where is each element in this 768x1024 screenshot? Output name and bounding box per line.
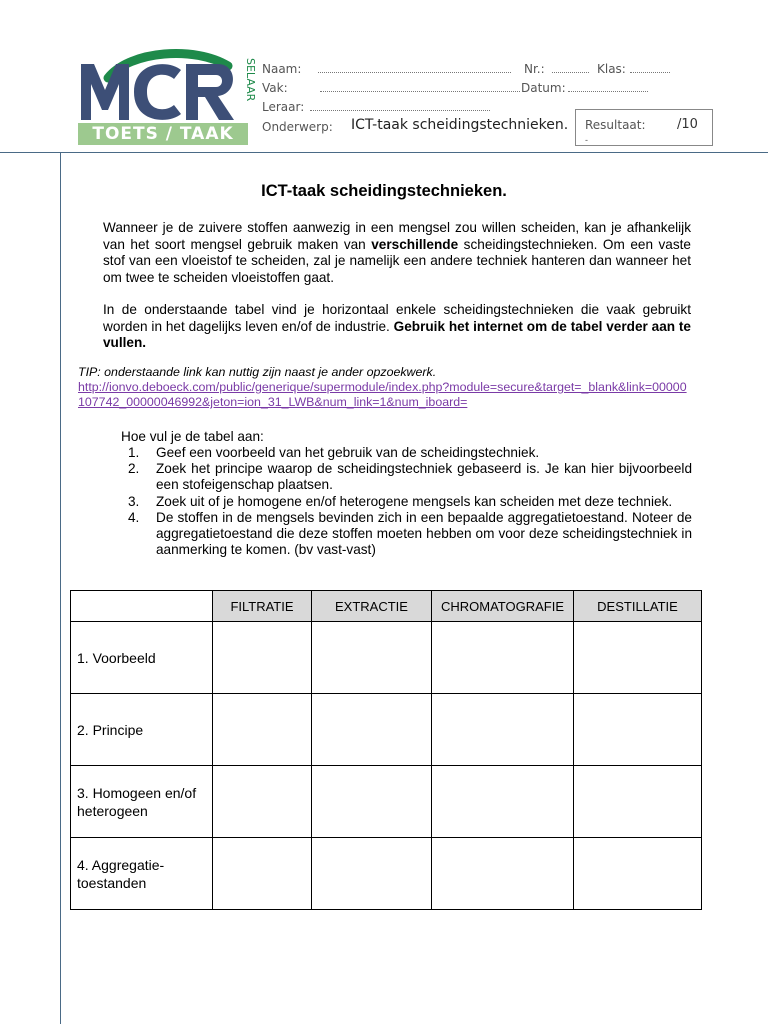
step-number: 4. [128,509,140,525]
resultaat-box [575,109,713,146]
answer-cell[interactable] [574,622,702,694]
answer-cell[interactable] [432,622,574,694]
header-divider [0,152,768,153]
instruction-bold: Gebruik het internet om de tabel verder aan te vullen. [103,318,691,350]
intro-text-b: scheidingstechnieken. Om een vaste stof van een vloeistof te scheiden, zal je namelijk een andere techniek hanteren dan wanneer het om twee te scheiden vloeistoffen gaat. [103,236,691,285]
intro-text-a: Wanneer je de zuivere stoffen aanwezig in een mengsel zou willen scheiden, kan je afhankelijk van het soort mengsel gebruik maken van [103,220,691,252]
naam-field[interactable] [318,62,511,73]
techniques-table [70,590,702,910]
answer-cell[interactable] [574,838,702,910]
table-row [71,622,702,694]
onderwerp-label: Onderwerp: [262,120,333,134]
step-number: 1. [128,445,140,460]
intro-paragraph [103,220,691,286]
step-text: Zoek uit of je homogene en/of heterogene mengsels kan scheiden met deze techniek. [156,493,673,509]
step-text: Geef een voorbeeld van het gebruik van de scheidingstechniek. [156,445,540,460]
nr-field[interactable] [552,62,589,73]
table-row [71,838,702,910]
answer-cell[interactable] [574,766,702,838]
row-label-voorbeeld: 1. Voorbeeld [71,622,213,694]
page-title: ICT-taak scheidingstechnieken. [261,182,507,200]
resource-link[interactable]: http://ionvo.deboeck.com/public/generique/supermodule/index.php?module=secure&target=_blank&link=00000107742_00000046992&jeton=ion_31_LWB&num_link=1&num_iboard= [78,380,687,409]
column-header-filtratie: FILTRATIE [213,591,312,622]
margin-line [60,152,61,1024]
leraar-field[interactable] [310,100,490,111]
answer-cell[interactable] [213,838,312,910]
resultaat-label: Resultaat: [585,118,646,132]
table-corner-cell [71,591,213,622]
intro-text-bold: verschillende [371,236,459,252]
list-item [128,445,692,461]
answer-cell[interactable] [432,766,574,838]
step-text: Zoek het principe waarop de scheidingstechniek gebaseerd is. Je kan hier bijvoorbeeld een stofeigenschap plaatsen. [156,461,692,493]
column-header-destillatie: DESTILLATIE [574,591,702,622]
column-header-chromatografie: CHROMATOGRAFIE [432,591,574,622]
list-item [128,461,692,493]
answer-cell[interactable] [213,622,312,694]
step-text: De stoffen in de mengsels bevinden zich in een bepaalde aggregatietoestand. Noteer de aggregatietoestand die deze stoffen moeten hebben om voor deze scheidingstechniek in aanmerking te komen. (bv vast-vast) [156,509,692,558]
naam-label: Naam: [262,62,302,76]
resultaat-value: /10 [677,117,698,132]
tip-text: TIP: onderstaande link kan nuttig zijn naast je ander opzoekwerk. [78,365,437,379]
datum-label: Datum: [521,81,566,95]
answer-cell[interactable] [213,694,312,766]
logo-bar-label: TOETS / TAAK [78,123,248,145]
answer-cell[interactable] [432,694,574,766]
list-item [128,510,692,559]
vak-label: Vak: [262,81,288,95]
answer-cell[interactable] [432,838,574,910]
howto-title: Hoe vul je de tabel aan: [121,429,264,444]
leraar-label: Leraar: [262,100,305,114]
table-row [71,766,702,838]
row-label-homogeen: 3. Homogeen en/of heterogeen [71,766,213,838]
mcr-logo-graphic [78,52,257,124]
table-header-row [71,591,702,622]
klas-label: Klas: [597,62,626,76]
resultaat-tick: - [585,135,588,145]
instruction-text: In de onderstaande tabel vind je horizontaal enkele scheidingstechnieken die vaak gebruikt worden in het dagelijks leven en/of de industrie. [103,302,691,334]
datum-field[interactable] [568,81,648,92]
answer-cell[interactable] [312,766,432,838]
step-number: 2. [128,461,140,477]
answer-cell[interactable] [213,766,312,838]
nr-label: Nr.: [524,62,545,76]
instruction-paragraph [103,302,691,352]
answer-cell[interactable] [312,838,432,910]
list-item [128,494,692,510]
step-number: 3. [128,493,140,509]
answer-cell[interactable] [574,694,702,766]
column-header-extractie: EXTRACTIE [312,591,432,622]
row-label-aggregatie: 4. Aggregatie-toestanden [71,838,213,910]
table-row [71,694,702,766]
answer-cell[interactable] [312,694,432,766]
onderwerp-value: ICT-taak scheidingstechnieken. [351,117,569,133]
row-label-principe: 2. Principe [71,694,213,766]
klas-field[interactable] [630,62,670,73]
answer-cell[interactable] [312,622,432,694]
steps-list [128,445,692,558]
logo-side-text: SELAAR [244,58,257,102]
vak-field[interactable] [320,81,520,92]
